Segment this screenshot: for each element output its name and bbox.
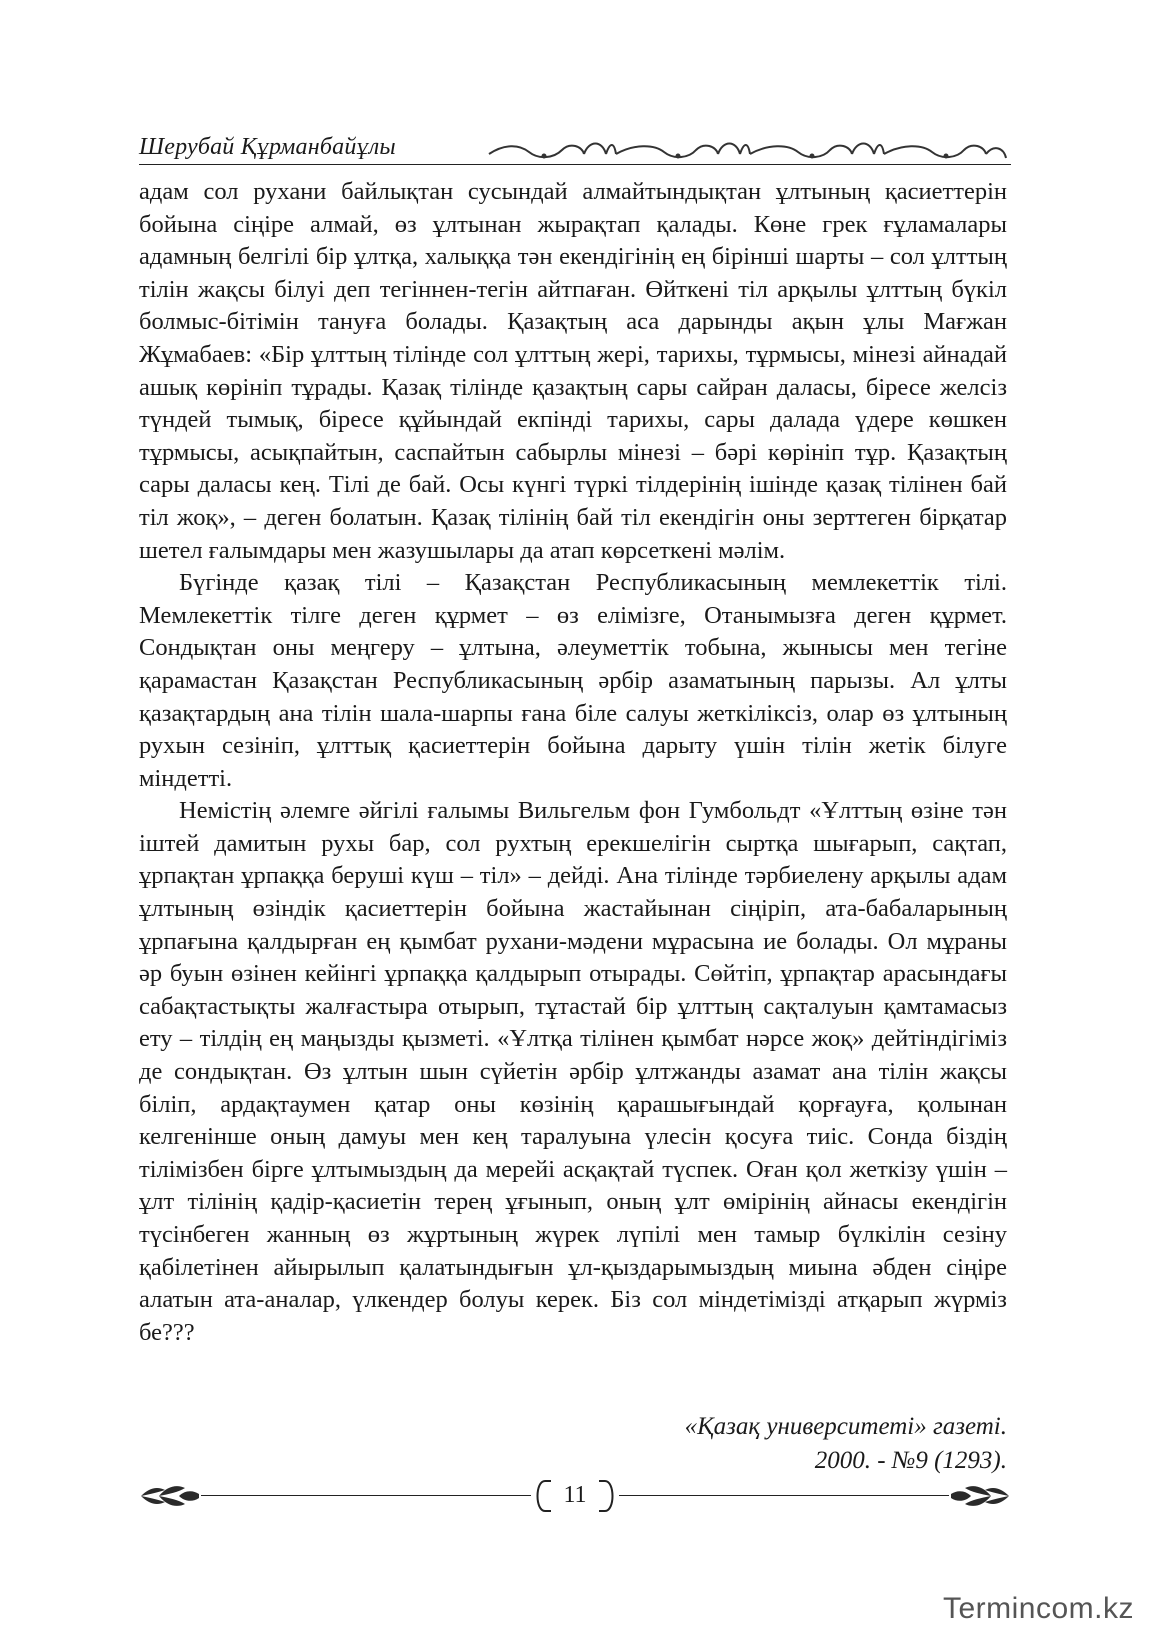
scroll-ornament-icon [484,136,1011,164]
leaf-ornament-icon [139,1480,201,1512]
page-number-frame [531,1478,619,1514]
paragraph: адам сол рухани байлықтан сусындай алмайтындықтан ұлтының қасиеттерін бойына сіңіре алмай, өз ұлтынан жырақтап қалады. Көне грек ғұламалары адамның белгілі бір ұлтқа, халыққа тән екендігінің ең бірінші шарты – сол ұлттың тілін жақсы білуі деп тегіннен-тегін айтпаған. Өйткені тіл арқылы ұлттың бүкіл болмыс-бітімін тануға болады. Қазақтың аса дарынды ақын ұлы Мағжан Жұмабаев: «Бір ұлттың тілінде сол ұлттың жері, тарихы, тұрмысы, мінезі айнадай ашық көрініп тұрады. Қазақ тілінде қазақтың сары сайран даласы, біресе желсіз түндей тымық, біресе құйындай екпінді тарихы, сары далада үдере көшкен тұрмысы, асықпайтын, саспайтын сабырлы мінезі – бәрі көрініп тұр. Қазақтың сары даласы кең. Тілі де бай. Осы күнгі түркі тілдерінің ішінде қазақ тілінен бай тіл жоқ», – деген болатын. Қазақ тілінің бай тіл екендігін оны зерттеген бірқатар шетел ғалымдары мен жазушылары да атап көрсеткені мәлім. [139,178,1007,564]
running-header [139,130,1011,170]
page-footer [139,1476,1011,1516]
leaf-ornament-icon [949,1480,1011,1512]
header-rule [139,164,1011,165]
article-body [139,176,1007,1349]
paragraph: Немістің әлемге әйгілі ғалымы Вильгельм фон Гумбольдт «Ұлттың өзіне тән іштей дамитын рухы бар, сол рухтың ерекшелігін сыртқа шығарып, сақтап, ұрпақтан ұрпаққа беруші күш – тіл» – дейді. Ана тілінде тәрбиелену арқылы адам ұлтының өзіндік қасиеттерін бойына жастайынан сіңіріп, ата-бабаларының ұрпағына қалдырған ең қымбат рухани-мәдени мұрасына ие болады. Ол мұраны әр буын өзінен кейінгі ұрпаққа қалдырып отырады. Сөйтіп, ұрпақтар арасындағы сабақтастықты жалғастыра отырып, тұтастай бір ұлттың сақталуын қамтамасыз ету – тілдің ең маңызды қызметі. «Ұлтқа тілінен қымбат нәрсе жоқ» дейтіндігіміз де сондықтан. Өз ұлтын шын сүйетін әрбір ұлтжанды азамат ана тілін жақсы біліп, ардақтаумен қатар оны көзінің қарашығындай қорғауға, қолынан келгенінше оның дамуы мен кең таралуына үлесін қосуға тиіс. Сонда біздің тілімізбен бірге ұлтымыздың да мерейі асқақтай түспек. Оған қол жеткізу үшін – ұлт тілінің қадір-қасиетін терең ұғынып, оның ұлт өмірінің айнасы екендігін түсінбеген жанның өз жұртының жүрек лүпілі мен тамыр бүлкілін сезіну қабілетінен айырылып қалатындығын ұл-қыздарымыздың миына әбден сіңіре алатын ата-аналар, үлкендер болуы керек. Біз сол міндетімізді атқарып жүрміз бе??? [139,797,1007,1346]
page-number: 11 [563,1482,587,1508]
watermark: Termincom.kz [942,1592,1134,1625]
header-author: Шерубай Құрманбайұлы [139,134,396,160]
source-line-issue: 2000. - №9 (1293). [814,1447,1007,1474]
footer-rule-right [619,1495,949,1496]
source-line-publication: «Қазақ университеті» газеті. [684,1413,1007,1440]
paragraph: Бүгінде қазақ тілі – Қазақстан Республикасының мемлекеттік тілі. Мемлекеттік тілге деген құрмет – өз елімізге, Отанымызға деген құрмет. Сондықтан оны меңгеру – ұлтына, әлеуметтік тобына, жынысы мен тегіне қарамастан Қазақстан Республикасының әрбір азаматының парызы. Ал ұлты қазақтардың ана тілін шала-шарпы ғана біле салуы жеткіліксіз, олар өз ұлтының рухын сезініп, ұлттық қасиеттерін бойына дарыту үшін тілін жетік білуге міндетті. [139,569,1007,792]
footer-rule-left [201,1495,531,1496]
source-citation [560,1410,1007,1478]
